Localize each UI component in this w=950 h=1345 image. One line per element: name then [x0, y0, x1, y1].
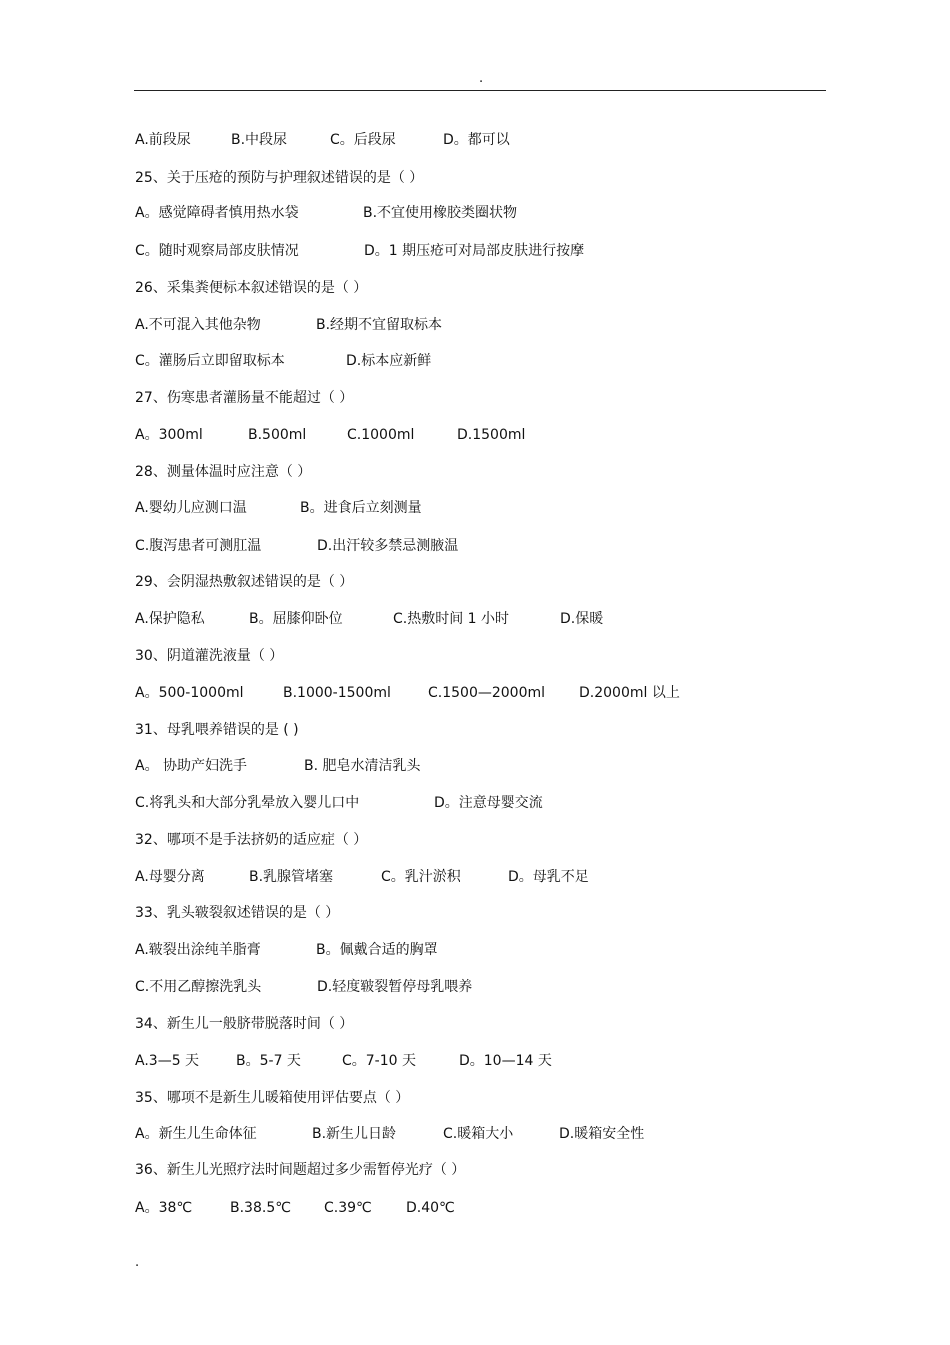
- answer-option: D。1 期压疮可对局部皮肤进行按摩: [364, 243, 585, 259]
- answer-option: B.38.5℃: [230, 1200, 291, 1216]
- question-stem: 30、阴道灌洗液量（ ）: [135, 648, 284, 664]
- question-stem: 34、新生儿一般脐带脱落时间（ ）: [135, 1016, 354, 1032]
- answer-option: B。屈膝仰卧位: [249, 611, 343, 627]
- answer-option: D。注意母婴交流: [434, 795, 543, 811]
- answer-option: B.不宜使用橡胶类圈状物: [363, 205, 518, 221]
- question-stem: 32、哪项不是手法挤奶的适应症（ ）: [135, 832, 368, 848]
- answer-option: A。感觉障碍者慎用热水袋: [135, 205, 299, 221]
- answer-option: B.乳腺管堵塞: [249, 869, 334, 885]
- answer-option: A.婴幼儿应测口温: [135, 500, 247, 516]
- answer-option: B.中段尿: [231, 132, 288, 148]
- answer-option: B.新生儿日龄: [312, 1126, 397, 1142]
- answer-option: D.暖箱安全性: [559, 1126, 645, 1142]
- footer-mark: .: [135, 1255, 140, 1270]
- answer-option: A。新生儿生命体征: [135, 1126, 257, 1142]
- header-rule: [134, 90, 826, 91]
- answer-option: B。进食后立刻测量: [300, 500, 422, 516]
- answer-option: C.将乳头和大部分乳晕放入婴儿口中: [135, 795, 360, 811]
- answer-option: B.经期不宜留取标本: [316, 317, 443, 333]
- question-stem: 26、采集粪便标本叙述错误的是（ ）: [135, 280, 368, 296]
- answer-option: B.1000-1500ml: [283, 685, 391, 701]
- answer-option: C.腹泻患者可测肛温: [135, 538, 262, 554]
- answer-option: D.保暖: [560, 611, 604, 627]
- answer-option: A。300ml: [135, 427, 203, 443]
- answer-option: C.热敷时间 1 小时: [393, 611, 510, 627]
- answer-option: C.不用乙醇擦洗乳头: [135, 979, 262, 995]
- question-stem: 31、母乳喂养错误的是 ( ): [135, 722, 299, 738]
- answer-option: A.前段尿: [135, 132, 191, 148]
- answer-option: C.1000ml: [347, 427, 415, 443]
- question-stem: 36、新生儿光照疗法时间题超过多少需暂停光疗（ ）: [135, 1162, 466, 1178]
- answer-option: D。母乳不足: [508, 869, 589, 885]
- question-stem: 29、会阴湿热敷叙述错误的是（ ）: [135, 574, 354, 590]
- answer-option: D。10—14 天: [459, 1053, 552, 1069]
- answer-option: A.皲裂出涂纯羊脂膏: [135, 942, 261, 958]
- answer-option: C.1500—2000ml: [428, 685, 546, 701]
- answer-option: A。 协助产妇洗手: [135, 758, 248, 774]
- answer-option: D.40℃: [406, 1200, 455, 1216]
- question-stem: 35、哪项不是新生儿暖箱使用评估要点（ ）: [135, 1090, 410, 1106]
- answer-option: C。7-10 天: [342, 1053, 416, 1069]
- answer-option: C。随时观察局部皮肤情况: [135, 243, 299, 259]
- answer-option: A.母婴分离: [135, 869, 205, 885]
- answer-option: C。后段尿: [330, 132, 396, 148]
- answer-option: C。乳汁淤积: [381, 869, 461, 885]
- answer-option: C.39℃: [324, 1200, 372, 1216]
- answer-option: D。都可以: [443, 132, 510, 148]
- header-mark: .: [479, 71, 484, 86]
- question-stem: 28、测量体温时应注意（ ）: [135, 464, 312, 480]
- answer-option: B。5-7 天: [236, 1053, 301, 1069]
- answer-option: D.标本应新鲜: [346, 353, 432, 369]
- answer-option: B.500ml: [248, 427, 307, 443]
- answer-option: D.1500ml: [457, 427, 526, 443]
- answer-option: A。38℃: [135, 1200, 193, 1216]
- answer-option: A.不可混入其他杂物: [135, 317, 261, 333]
- answer-option: C.暖箱大小: [443, 1126, 514, 1142]
- question-stem: 25、关于压疮的预防与护理叙述错误的是（ ）: [135, 170, 424, 186]
- answer-option: C。灌肠后立即留取标本: [135, 353, 285, 369]
- answer-option: A。500-1000ml: [135, 685, 244, 701]
- question-stem: 27、伤寒患者灌肠量不能超过（ ）: [135, 390, 354, 406]
- answer-option: D.出汗较多禁忌测腋温: [317, 538, 459, 554]
- answer-option: B. 肥皂水清洁乳头: [304, 758, 421, 774]
- answer-option: A.3—5 天: [135, 1053, 200, 1069]
- answer-option: A.保护隐私: [135, 611, 205, 627]
- answer-option: D.轻度皲裂暂停母乳喂养: [317, 979, 473, 995]
- question-stem: 33、乳头皲裂叙述错误的是（ ）: [135, 905, 340, 921]
- answer-option: D.2000ml 以上: [579, 685, 680, 701]
- answer-option: B。佩戴合适的胸罩: [316, 942, 438, 958]
